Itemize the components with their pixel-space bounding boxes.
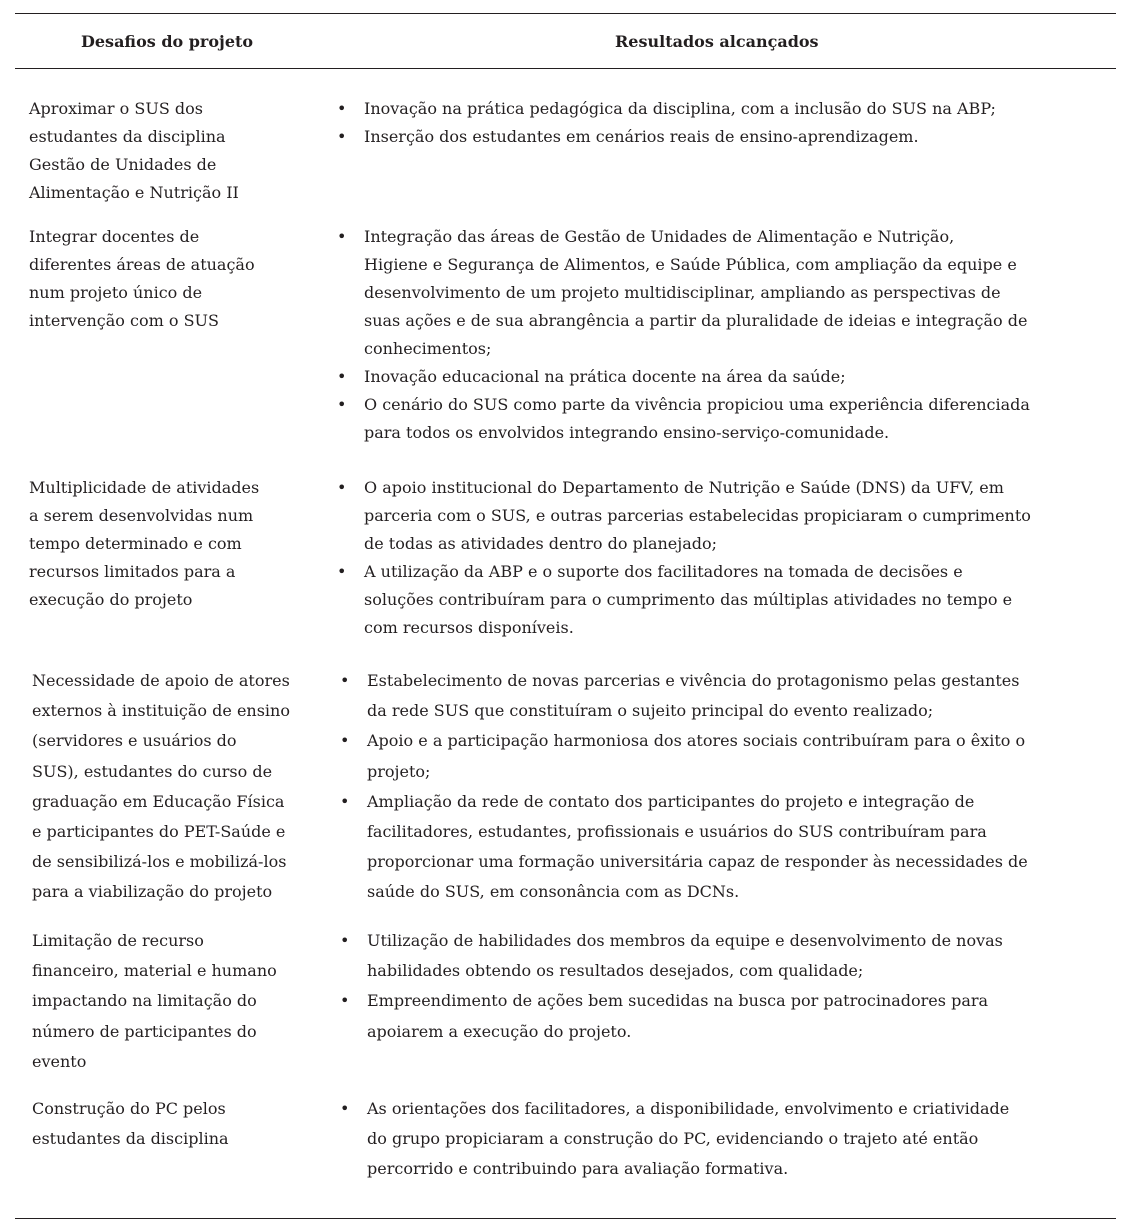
challenge-cell: Construção do PC pelos estudantes da disciplina bbox=[32, 1099, 229, 1149]
result-text: Empreendimento de ações bem sucedidas na busca por patrocinadores para apoiarem a execução do projeto. bbox=[367, 991, 989, 1041]
result-text: O cenário do SUS como parte da vivência propiciou uma experiência diferenciada para todos os envolvidos integrando ensino-serviço-comunidade. bbox=[364, 395, 1030, 442]
result-text: Inserção dos estudantes em cenários reais de ensino-aprendizagem. bbox=[364, 127, 919, 146]
result-item bbox=[340, 986, 1003, 1046]
bullet-icon: • bbox=[337, 367, 347, 386]
result-text: Inovação educacional na prática docente na área da saúde; bbox=[364, 367, 846, 386]
top-rule bbox=[15, 13, 1116, 14]
result-item bbox=[337, 223, 1030, 363]
result-item bbox=[337, 474, 1031, 558]
header-rule bbox=[15, 68, 1116, 69]
result-item bbox=[337, 123, 996, 151]
result-text: Estabelecimento de novas parcerias e vivência do protagonismo pelas gestantes da rede SUS que constituíram o sujeito principal do evento realizado; bbox=[367, 671, 1020, 721]
bullet-icon: • bbox=[337, 562, 347, 581]
results-cell bbox=[337, 95, 996, 151]
results-cell bbox=[337, 223, 1030, 447]
bullet-icon: • bbox=[337, 227, 347, 246]
bullet-icon: • bbox=[340, 671, 350, 690]
challenge-cell: Necessidade de apoio de atores externos à instituição de ensino (servidores e usuários do SUS), estudantes do curso de graduação em Educação Física e participantes do PET-Saúde e de sensibilizá-los e mobilizá-los para a viabilização do projeto bbox=[32, 671, 290, 902]
result-text: O apoio institucional do Departamento de Nutrição e Saúde (DNS) da UFV, em parceria com o SUS, e outras parcerias estabelecidas propiciaram o cumprimento de todas as atividades dentro do planejado; bbox=[364, 478, 1031, 553]
bullet-icon: • bbox=[340, 791, 350, 811]
header-results: Resultados alcançados bbox=[615, 32, 819, 51]
challenge-cell: Integrar docentes de diferentes áreas de atuação num projeto único de intervenção com o SUS bbox=[29, 227, 255, 330]
result-text: Apoio e a participação harmoniosa dos atores sociais contribuíram para o êxito o projeto; bbox=[367, 731, 1026, 781]
bullet-icon: • bbox=[337, 99, 347, 118]
header-challenges: Desafios do projeto bbox=[81, 32, 254, 51]
result-text: Inovação na prática pedagógica da disciplina, com a inclusão do SUS na ABP; bbox=[364, 99, 996, 118]
result-item bbox=[337, 95, 996, 123]
bullet-icon: • bbox=[337, 127, 347, 146]
result-item bbox=[340, 1094, 1010, 1185]
result-text: Utilização de habilidades dos membros da equipe e desenvolvimento de novas habilidades obtendo os resultados desejados, com qualidade; bbox=[367, 931, 1003, 981]
bullet-icon: • bbox=[340, 991, 350, 1011]
bullet-icon: • bbox=[337, 478, 347, 497]
challenge-cell: Limitação de recurso financeiro, material e humano impactando na limitação do número de participantes do evento bbox=[32, 931, 277, 1071]
bullet-icon: • bbox=[337, 395, 347, 414]
result-item bbox=[337, 558, 1031, 642]
results-cell bbox=[340, 926, 1003, 1047]
result-item bbox=[340, 926, 1003, 986]
result-text: Ampliação da rede de contato dos participantes do projeto e integração de facilitadores, estudantes, profissionais e usuários do SUS contribuíram para proporcionar uma formação universitária capaz de responder às necessidades de saúde do SUS, em consonância com as DCNs. bbox=[367, 791, 1028, 902]
challenge-cell: Multiplicidade de atividades a serem desenvolvidas num tempo determinado e com recursos limitados para a execução do projeto bbox=[29, 478, 260, 609]
results-cell bbox=[340, 1094, 1010, 1185]
result-text: A utilização da ABP e o suporte dos facilitadores na tomada de decisões e soluções contribuíram para o cumprimento das múltiplas atividades no tempo e com recursos disponíveis. bbox=[364, 562, 1013, 637]
result-item bbox=[337, 363, 1030, 391]
challenge-cell: Aproximar o SUS dos estudantes da disciplina Gestão de Unidades de Alimentação e Nutrição II bbox=[29, 99, 239, 202]
bottom-rule bbox=[15, 1218, 1116, 1219]
bullet-icon: • bbox=[340, 931, 350, 950]
result-item bbox=[340, 787, 1028, 908]
result-text: As orientações dos facilitadores, a disponibilidade, envolvimento e criatividade do grupo propiciaram a construção do PC, evidenciando o trajeto até então percorrido e contribuindo para avaliação formativa. bbox=[367, 1099, 1010, 1179]
result-item bbox=[340, 666, 1028, 726]
result-item bbox=[337, 391, 1030, 447]
bullet-icon: • bbox=[340, 731, 350, 751]
results-cell bbox=[340, 666, 1028, 908]
result-text: Integração das áreas de Gestão de Unidades de Alimentação e Nutrição, Higiene e Segurança de Alimentos, e Saúde Pública, com ampliação da equipe e desenvolvimento de um projeto multidisciplinar, ampliando as perspectivas de suas ações e de sua abrangência a partir da pluralidade de ideias e integração de conhecimentos; bbox=[364, 227, 1028, 358]
bullet-icon: • bbox=[340, 1099, 350, 1118]
result-item bbox=[340, 726, 1028, 786]
results-cell bbox=[337, 474, 1031, 642]
